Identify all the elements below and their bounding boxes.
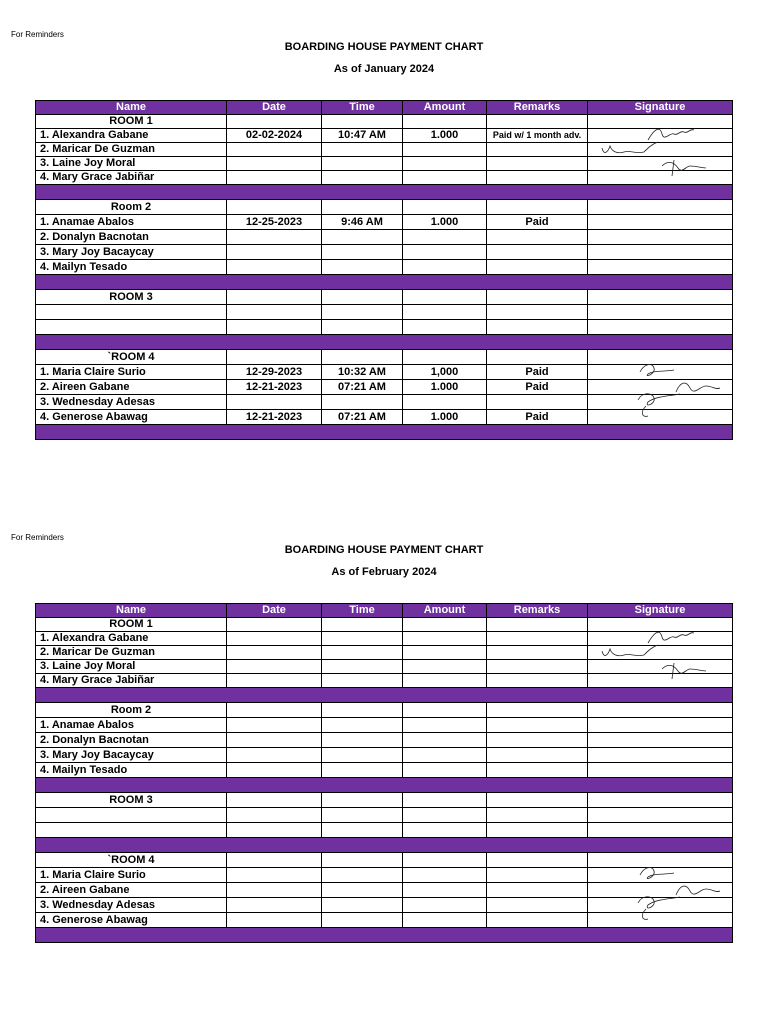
- table-row: [36, 215, 733, 230]
- room-label: `ROOM 4: [36, 350, 227, 365]
- tenant-name: 2. Maricar De Guzman: [36, 646, 227, 660]
- tenant-name: 4. Mailyn Tesado: [36, 763, 227, 778]
- chart-title: BOARDING HOUSE PAYMENT CHART: [284, 544, 484, 556]
- table-row: [36, 260, 733, 275]
- header-time: Time: [322, 101, 403, 115]
- room-divider: [36, 185, 733, 200]
- table-row: [36, 143, 733, 157]
- table-row: [36, 230, 733, 245]
- room-label-row: [36, 618, 733, 632]
- room-divider: [36, 778, 733, 793]
- room-label: Room 2: [36, 200, 227, 215]
- header-time: Time: [322, 604, 403, 618]
- signature-cell: [588, 129, 733, 143]
- tenant-name: 1. Alexandra Gabane: [36, 632, 227, 646]
- payment-date: [227, 143, 322, 157]
- tenant-name: 1. Alexandra Gabane: [36, 129, 227, 143]
- chart-title: BOARDING HOUSE PAYMENT CHART: [284, 41, 484, 53]
- header-date: Date: [227, 604, 322, 618]
- payment-remarks: [487, 157, 588, 171]
- payment-amount: [403, 395, 487, 410]
- signature-cell: [588, 157, 733, 171]
- chart-subtitle: As of January 2024: [333, 63, 435, 75]
- payment-time: [322, 395, 403, 410]
- table-row: [36, 748, 733, 763]
- room-label-row: [36, 115, 733, 129]
- room-label-row: [36, 290, 733, 305]
- room-label: Room 2: [36, 703, 227, 718]
- payment-remarks: [487, 395, 588, 410]
- tenant-name: 4. Mailyn Tesado: [36, 260, 227, 275]
- payment-date: 12-29-2023: [227, 365, 322, 380]
- payment-time: [322, 245, 403, 260]
- room-divider: [36, 928, 733, 943]
- tenant-name: 3. Mary Joy Bacaycay: [36, 245, 227, 260]
- table-row: [36, 868, 733, 883]
- table-row: [36, 157, 733, 171]
- tenant-name: 3. Laine Joy Moral: [36, 157, 227, 171]
- payment-sheet-february: [0, 503, 768, 1003]
- room-label-row: [36, 703, 733, 718]
- tenant-name: 3. Mary Joy Bacaycay: [36, 748, 227, 763]
- table-row: [36, 898, 733, 913]
- payment-amount: [403, 171, 487, 185]
- signature-cell: [588, 410, 733, 425]
- room-label: ROOM 3: [36, 290, 227, 305]
- room-divider: [36, 425, 733, 440]
- room-label: ROOM 1: [36, 115, 227, 129]
- payment-table: [35, 603, 733, 943]
- header-name: Name: [36, 101, 227, 115]
- table-row: [36, 883, 733, 898]
- tenant-name: 2. Aireen Gabane: [36, 883, 227, 898]
- tenant-name: 1. Anamae Abalos: [36, 718, 227, 733]
- payment-time: [322, 157, 403, 171]
- header-remarks: Remarks: [487, 604, 588, 618]
- room-divider: [36, 335, 733, 350]
- header-signature: Signature: [588, 604, 733, 618]
- payment-amount: 1.000: [403, 129, 487, 143]
- room-label-row: [36, 793, 733, 808]
- tenant-name: 3. Wednesday Adesas: [36, 395, 227, 410]
- table-row: [36, 171, 733, 185]
- payment-date: 02-02-2024: [227, 129, 322, 143]
- table-row: [36, 718, 733, 733]
- signature-cell: [588, 245, 733, 260]
- tenant-name: 1. Anamae Abalos: [36, 215, 227, 230]
- payment-time: 10:47 AM: [322, 129, 403, 143]
- table-row: [36, 320, 733, 335]
- signature-cell: [588, 143, 733, 157]
- table-header-row: [36, 604, 733, 618]
- table-row: [36, 646, 733, 660]
- table-row: [36, 733, 733, 748]
- payment-amount: [403, 157, 487, 171]
- payment-date: 12-21-2023: [227, 410, 322, 425]
- payment-remarks: [487, 171, 588, 185]
- payment-date: 12-25-2023: [227, 215, 322, 230]
- payment-amount: 1.000: [403, 380, 487, 395]
- header-amount: Amount: [403, 101, 487, 115]
- reminder-note: For Reminders: [11, 30, 64, 39]
- tenant-name: 1. Maria Claire Surio: [36, 868, 227, 883]
- table-row: [36, 632, 733, 646]
- table-row: [36, 365, 733, 380]
- payment-remarks: Paid: [487, 410, 588, 425]
- payment-time: 9:46 AM: [322, 215, 403, 230]
- table-row: [36, 305, 733, 320]
- tenant-name: 2. Donalyn Bacnotan: [36, 733, 227, 748]
- table-row: [36, 674, 733, 688]
- payment-time: [322, 230, 403, 245]
- table-row: [36, 395, 733, 410]
- tenant-name: 4. Generose Abawag: [36, 913, 227, 928]
- payment-amount: [403, 245, 487, 260]
- table-header-row: [36, 101, 733, 115]
- payment-remarks: [487, 245, 588, 260]
- room-label-row: [36, 200, 733, 215]
- tenant-name: 4. Generose Abawag: [36, 410, 227, 425]
- tenant-name: 4. Mary Grace Jabiñar: [36, 674, 227, 688]
- header-remarks: Remarks: [487, 101, 588, 115]
- payment-time: [322, 171, 403, 185]
- room-label-row: [36, 853, 733, 868]
- room-divider: [36, 838, 733, 853]
- payment-date: [227, 171, 322, 185]
- tenant-name: 2. Maricar De Guzman: [36, 143, 227, 157]
- payment-remarks: Paid w/ 1 month adv.: [487, 129, 588, 143]
- room-label: ROOM 3: [36, 793, 227, 808]
- header-name: Name: [36, 604, 227, 618]
- payment-date: [227, 157, 322, 171]
- payment-time: [322, 143, 403, 157]
- table-row: [36, 808, 733, 823]
- reminder-note: For Reminders: [11, 533, 64, 542]
- signature-cell: [588, 171, 733, 185]
- table-row: [36, 763, 733, 778]
- payment-amount: [403, 230, 487, 245]
- signature-cell: [588, 215, 733, 230]
- payment-amount: 1.000: [403, 215, 487, 230]
- table-row: [36, 913, 733, 928]
- signature-cell: [588, 395, 733, 410]
- payment-date: [227, 230, 322, 245]
- room-divider: [36, 688, 733, 703]
- table-row: [36, 245, 733, 260]
- payment-date: [227, 260, 322, 275]
- payment-amount: [403, 260, 487, 275]
- payment-remarks: Paid: [487, 380, 588, 395]
- table-row: [36, 660, 733, 674]
- tenant-name: 3. Wednesday Adesas: [36, 898, 227, 913]
- tenant-name: 2. Aireen Gabane: [36, 380, 227, 395]
- chart-subtitle: As of February 2024: [331, 566, 437, 578]
- payment-time: 07:21 AM: [322, 410, 403, 425]
- payment-table: [35, 100, 733, 440]
- payment-date: 12-21-2023: [227, 380, 322, 395]
- signature-cell: [588, 380, 733, 395]
- room-label: `ROOM 4: [36, 853, 227, 868]
- payment-remarks: [487, 230, 588, 245]
- room-label-row: [36, 350, 733, 365]
- signature-cell: [588, 230, 733, 245]
- payment-time: [322, 260, 403, 275]
- payment-amount: 1.000: [403, 410, 487, 425]
- payment-remarks: [487, 143, 588, 157]
- payment-time: 07:21 AM: [322, 380, 403, 395]
- room-divider: [36, 275, 733, 290]
- tenant-name: 3. Laine Joy Moral: [36, 660, 227, 674]
- payment-remarks: [487, 260, 588, 275]
- signature-cell: [588, 260, 733, 275]
- payment-remarks: Paid: [487, 215, 588, 230]
- header-signature: Signature: [588, 101, 733, 115]
- payment-time: 10:32 AM: [322, 365, 403, 380]
- tenant-name: 4. Mary Grace Jabiñar: [36, 171, 227, 185]
- payment-date: [227, 395, 322, 410]
- header-date: Date: [227, 101, 322, 115]
- payment-sheet-january: [0, 0, 768, 500]
- header-amount: Amount: [403, 604, 487, 618]
- room-label: ROOM 1: [36, 618, 227, 632]
- payment-amount: [403, 143, 487, 157]
- table-row: [36, 129, 733, 143]
- table-row: [36, 380, 733, 395]
- table-row: [36, 823, 733, 838]
- signature-cell: [588, 365, 733, 380]
- tenant-name: 1. Maria Claire Surio: [36, 365, 227, 380]
- payment-date: [227, 245, 322, 260]
- payment-amount: 1,000: [403, 365, 487, 380]
- tenant-name: 2. Donalyn Bacnotan: [36, 230, 227, 245]
- payment-remarks: Paid: [487, 365, 588, 380]
- table-row: [36, 410, 733, 425]
